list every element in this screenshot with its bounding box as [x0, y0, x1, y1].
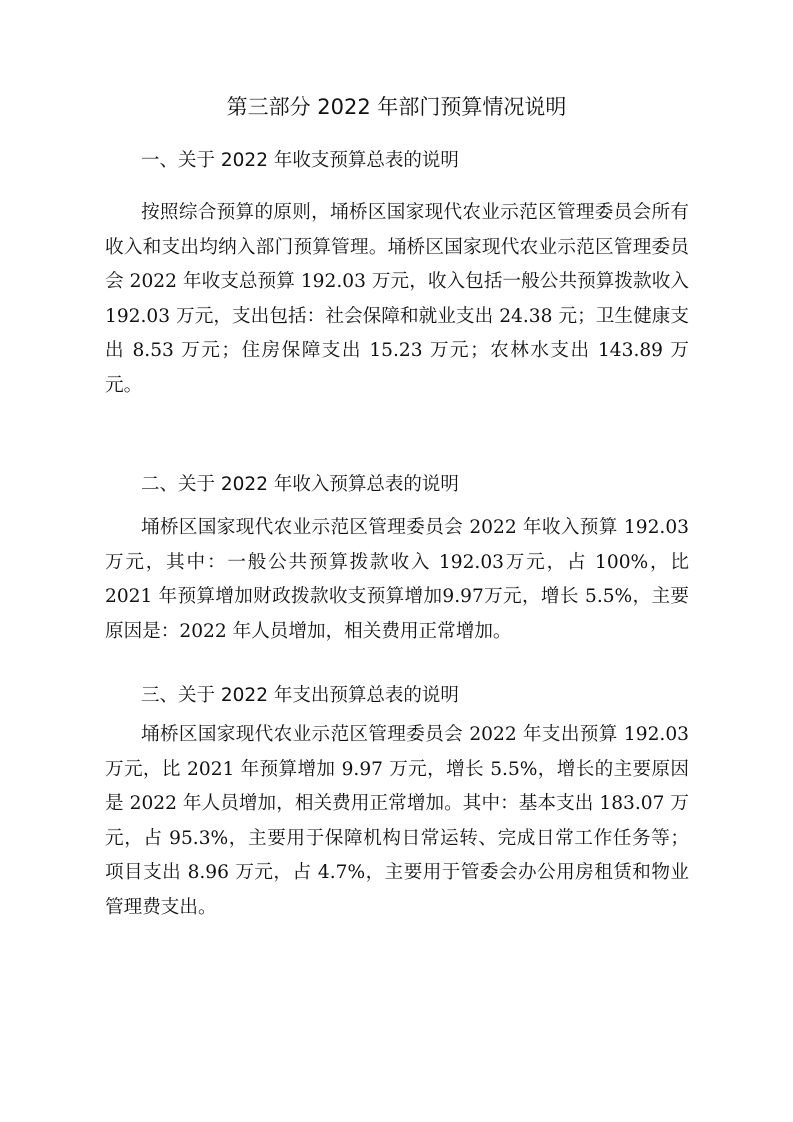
- section-3-body: 埇桥区国家现代农业示范区管理委员会 2022 年支出预算 192.03 万元，比 2021 年预算增加 9.97 万元，增长 5.5%，增长的主要原因是 2022 年人员增加，相关费用正常增加。其中：基本支出 183.07 万元，占 95.3%，主要用于保障机构日常运转、完成日常工作任务等；项目支出 8.96 万元，占 4.7%，主要用于管委会办公用房租赁和物业管理费支出。: [105, 724, 689, 918]
- section-2-body: 埇桥区国家现代农业示范区管理委员会 2022 年收入预算 192.03万元，其中：一般公共预算拨款收入 192.03万元，占 100%，比2021 年预算增加财政拨款收支预算增加9.97万元，增长 5.5%，主要原因是：2022 年人员增加，相关费用正常增加。: [105, 517, 689, 642]
- page-title: 第三部分 2022 年部门预算情况说明: [226, 95, 567, 119]
- section-3-heading: 三、关于 2022 年支出预算总表的说明: [141, 685, 459, 706]
- section-1-heading: 一、关于 2022 年收支预算总表的说明: [141, 150, 459, 171]
- section-2-heading: 二、关于 2022 年收入预算总表的说明: [141, 474, 459, 495]
- section-1-body: 按照综合预算的原则，埇桥区国家现代农业示范区管理委员会所有收入和支出均纳入部门预算管理。埇桥区国家现代农业示范区管理委员会 2022 年收支总预算 192.03 万元，收入包括一般公共预算拨款收入 192.03 万元，支出包括：社会保障和就业支出 24.38 元；卫生健康支出 8.53 万元；住房保障支出 15.23 万元；农林水支出 143.89 万元。: [105, 202, 689, 396]
